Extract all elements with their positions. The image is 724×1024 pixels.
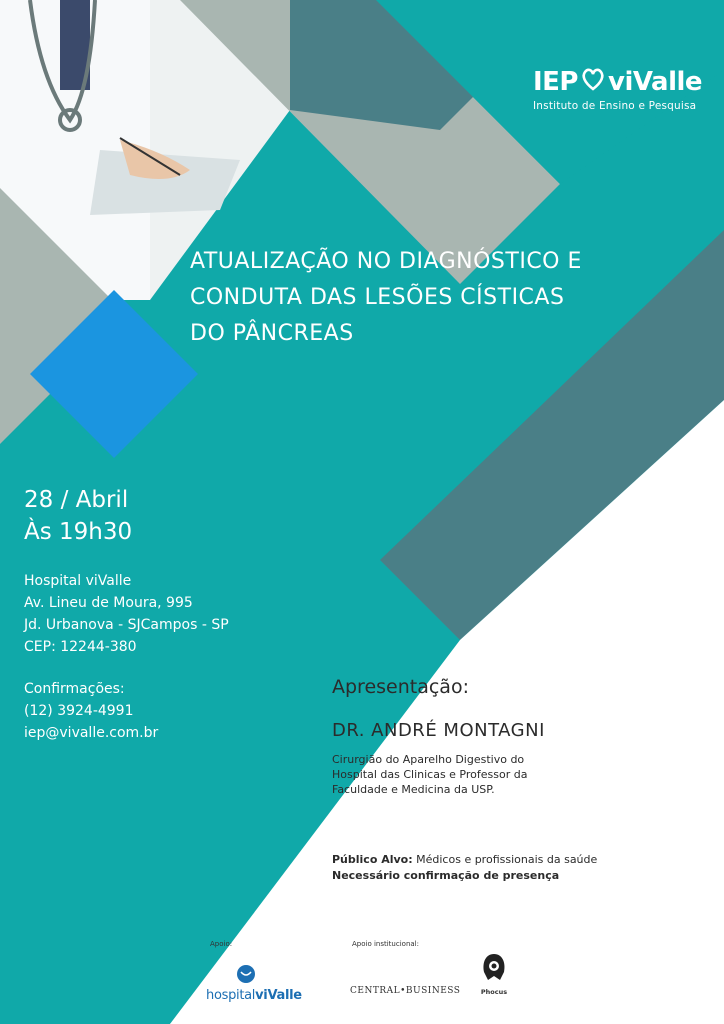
- support-label: Apoio:: [210, 940, 233, 948]
- address-line: Av. Lineu de Moura, 995: [24, 595, 193, 611]
- bio-line: Faculdade e Medicina da USP.: [332, 783, 495, 796]
- confirmation-label: Confirmações:: [24, 681, 125, 697]
- title-line: ATUALIZAÇÃO NO DIAGNÓSTICO E: [190, 249, 582, 274]
- phocus-logo: [472, 952, 516, 996]
- event-time: Às 19h30: [24, 519, 133, 545]
- bio-line: Cirurgião do Aparelho Digestivo do: [332, 753, 525, 766]
- logo-brand-left: IEP: [533, 67, 578, 97]
- confirmation-phone: (12) 3924-4991: [24, 703, 134, 719]
- iep-vivalle-logo: [533, 66, 703, 112]
- address-line: Hospital viValle: [24, 573, 132, 589]
- event-date: 28 / Abril: [24, 487, 129, 513]
- phocus-name: Phocus: [480, 988, 508, 996]
- speaker-bio: [332, 752, 592, 797]
- hospital-name-right: viValle: [255, 988, 302, 1003]
- audience-label: Público Alvo:: [332, 853, 413, 866]
- address-line: CEP: 12244-380: [24, 639, 137, 655]
- institutional-support-label: Apoio institucional:: [352, 940, 419, 948]
- event-address: [24, 570, 229, 658]
- target-audience: [332, 852, 597, 884]
- event-datetime: [24, 484, 132, 548]
- logo-tagline: Instituto de Ensino e Pesquisa: [533, 100, 697, 112]
- hospital-name-left: hospital: [206, 988, 256, 1003]
- phocus-mascot-icon: [480, 952, 508, 984]
- confirmation-email: iep@vivalle.com.br: [24, 725, 159, 741]
- vivalle-globe-icon: [236, 964, 256, 984]
- title-line: CONDUTA DAS LESÕES CÍSTICAS: [190, 285, 565, 310]
- hospital-vivalle-logo: [206, 964, 302, 1003]
- central-business-logo: CENTRAL•BUSINESS: [350, 986, 461, 996]
- title-line: DO PÂNCREAS: [190, 321, 354, 346]
- confirmation-info: [24, 678, 158, 744]
- heart-leaf-icon: [580, 66, 606, 98]
- logo-brand-right: viValle: [608, 67, 703, 97]
- audience-note: Necessário confirmação de presença: [332, 869, 560, 882]
- bio-line: Hospital das Clinicas e Professor da: [332, 768, 528, 781]
- presentation-label: Apresentação:: [332, 676, 469, 698]
- audience-value: Médicos e profissionais da saúde: [412, 853, 598, 866]
- address-line: Jd. Urbanova - SJCampos - SP: [24, 617, 229, 633]
- speaker-name: DR. ANDRÉ MONTAGNI: [332, 720, 545, 741]
- event-title: [190, 244, 690, 352]
